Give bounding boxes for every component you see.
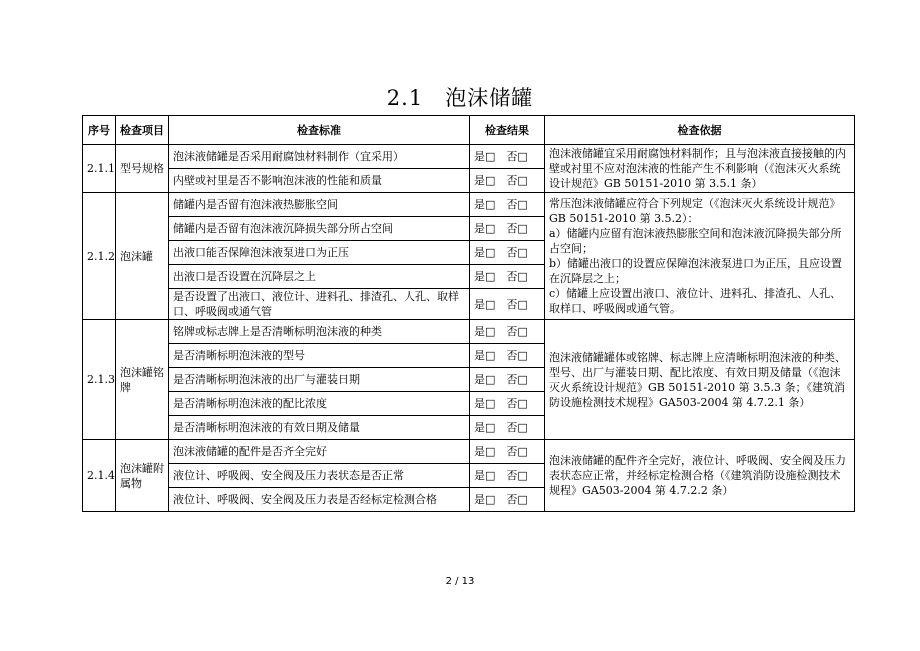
basis-line: 常压泡沫液储罐应符合下列规定（《泡沫灭火系统设计规范》GB 50151-2010 第 3.5.2）： — [549, 197, 841, 225]
result-checkbox[interactable]: 是□ 否□ — [470, 464, 545, 488]
criteria-cell: 储罐内是否留有泡沫液沉降损失部分所占空间 — [169, 217, 470, 241]
criteria-cell: 是否清晰标明泡沫液的配比浓度 — [169, 392, 470, 416]
criteria-cell: 出液口能否保障泡沫液泵进口为正压 — [169, 241, 470, 265]
table-row — [83, 320, 855, 344]
criteria-cell: 出液口是否设置在沉降层之上 — [169, 265, 470, 289]
header-basis: 检查依据 — [545, 116, 855, 145]
criteria-cell: 是否清晰标明泡沫液的型号 — [169, 344, 470, 368]
basis-cell: 泡沫液储罐罐体或铭牌、标志牌上应清晰标明泡沫液的种类、型号、出厂与灌装日期、配比浓度、有效日期及储量（《泡沫灭火系统设计规范》GB 50151-2010 第 3.5.3 条；《建筑消防设施检测技术规程》GA503-2004 第 4.7.2.1 条） — [545, 320, 855, 440]
row-number: 2.1.1 — [83, 145, 116, 193]
criteria-cell: 泡沫液储罐的配件是否齐全完好 — [169, 440, 470, 464]
section-title: 2.1 泡沫储罐 — [386, 86, 534, 110]
inspection-table — [82, 115, 855, 512]
table-row — [83, 440, 855, 464]
result-checkbox[interactable]: 是□ 否□ — [470, 416, 545, 440]
criteria-cell: 铭牌或标志牌上是否清晰标明泡沫液的种类 — [169, 320, 470, 344]
row-number: 2.1.2 — [83, 193, 116, 320]
table-row — [83, 145, 855, 169]
basis-line: c）储罐上应设置出液口、液位计、进料孔、排渣孔、人孔、取样口、呼吸阀或通气管。 — [549, 287, 842, 315]
row-item: 泡沫罐附属物 — [116, 440, 169, 512]
criteria-cell: 是否清晰标明泡沫液的有效日期及储量 — [169, 416, 470, 440]
result-checkbox[interactable]: 是□ 否□ — [470, 344, 545, 368]
basis-line: a）储罐内应留有泡沫液热膨胀空间和泡沫液沉降损失部分所占空间； — [549, 227, 842, 255]
result-checkbox[interactable]: 是□ 否□ — [470, 392, 545, 416]
result-checkbox[interactable]: 是□ 否□ — [470, 217, 545, 241]
basis-line: b）储罐出液口的设置应保障泡沫液泵进口为正压，且应设置在沉降层之上； — [549, 257, 843, 285]
row-item: 泡沫罐 — [116, 193, 169, 320]
basis-cell — [545, 193, 855, 320]
header-criteria: 检查标准 — [169, 116, 470, 145]
table-row — [83, 193, 855, 217]
row-number: 2.1.4 — [83, 440, 116, 512]
criteria-cell: 液位计、呼吸阀、安全阀及压力表状态是否正常 — [169, 464, 470, 488]
result-checkbox[interactable]: 是□ 否□ — [470, 440, 545, 464]
result-checkbox[interactable]: 是□ 否□ — [470, 488, 545, 512]
criteria-cell: 泡沫液储罐是否采用耐腐蚀材料制作（宜采用） — [169, 145, 470, 169]
criteria-cell: 内壁或衬里是否不影响泡沫液的性能和质量 — [169, 169, 470, 193]
header-serial: 序号 — [83, 116, 116, 145]
result-checkbox[interactable]: 是□ 否□ — [470, 265, 545, 289]
row-item: 型号规格 — [116, 145, 169, 193]
row-item: 泡沫罐铭牌 — [116, 320, 169, 440]
page-number: 2 / 13 — [445, 576, 475, 587]
result-checkbox[interactable]: 是□ 否□ — [470, 368, 545, 392]
basis-cell: 泡沫液储罐的配件齐全完好，液位计、呼吸阀、安全阀及压力表状态应正常，并经标定检测合格（《建筑消防设施检测技术规程》GA503-2004 第 4.7.2.2 条） — [545, 440, 855, 512]
header-item: 检查项目 — [116, 116, 169, 145]
criteria-cell: 是否清晰标明泡沫液的出厂与灌装日期 — [169, 368, 470, 392]
result-checkbox[interactable]: 是□ 否□ — [470, 241, 545, 265]
criteria-cell: 储罐内是否留有泡沫液热膨胀空间 — [169, 193, 470, 217]
result-checkbox[interactable]: 是□ 否□ — [470, 193, 545, 217]
result-checkbox[interactable]: 是□ 否□ — [470, 169, 545, 193]
criteria-cell: 是否设置了出液口、液位计、进料孔、排渣孔、人孔、取样口、呼吸阀或通气管 — [169, 289, 470, 320]
basis-cell: 泡沫液储罐宜采用耐腐蚀材料制作；且与泡沫液直接接触的内壁或衬里不应对泡沫液的性能产生不利影响（《泡沫灭火系统设计规范》GB 50151-2010 第 3.5.1 条） — [545, 145, 855, 193]
result-checkbox[interactable]: 是□ 否□ — [470, 145, 545, 169]
result-checkbox[interactable]: 是□ 否□ — [470, 289, 545, 320]
result-checkbox[interactable]: 是□ 否□ — [470, 320, 545, 344]
criteria-cell: 液位计、呼吸阀、安全阀及压力表是否经标定检测合格 — [169, 488, 470, 512]
header-result: 检查结果 — [470, 116, 545, 145]
table-header-row — [83, 116, 855, 145]
row-number: 2.1.3 — [83, 320, 116, 440]
